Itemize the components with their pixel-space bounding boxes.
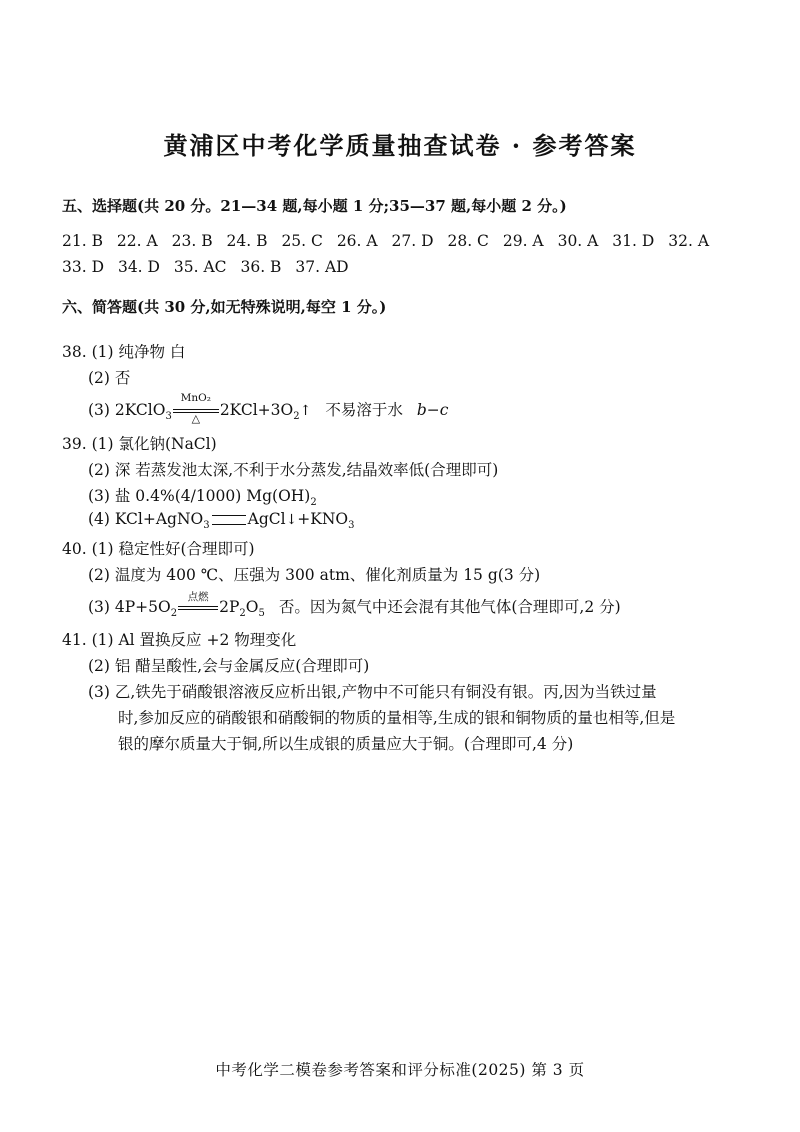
q38-part3	[88, 392, 449, 425]
q38-variable: b−c	[416, 401, 449, 419]
gas-arrow-icon: ↑	[299, 403, 312, 419]
q40-reactants: (3) 4P+5O	[88, 598, 171, 616]
q40-answer: 否。因为氮气中还会混有其他气体(合理即可,2 分)	[278, 598, 621, 616]
q39-part2: (2) 深 若蒸发池太深,不利于水分蒸发,结晶效率低(合理即可)	[88, 461, 499, 479]
q40-part2: (2) 温度为 400 ℃、压强为 300 atm、催化剂质量为 15 g(3 分)	[88, 566, 541, 584]
q38-reactant: (3) 2KClO	[88, 401, 166, 419]
q41-part3-line1: (3) 乙,铁先于硝酸银溶液反应析出银,产物中不可能只有铜没有银。丙,因为当铁过量	[88, 683, 657, 701]
ignite-label: 点燃	[187, 591, 209, 603]
section-5-heading: 五、选择题(共 20 分。21—34 题,每小题 1 分;35—37 题,每小题 2 分。)	[62, 197, 567, 215]
q40-part1: 40. (1) 稳定性好(合理即可)	[62, 540, 255, 558]
q39-part3	[88, 484, 317, 508]
answer-item: 32. A	[668, 232, 710, 250]
answer-item: 36. B	[240, 258, 282, 276]
answer-item: 35. AC	[173, 258, 227, 276]
q38-part2: (2) 否	[88, 369, 131, 387]
q41-part3-line2: 时,参加反应的硝酸银和硝酸铜的物质的量相等,生成的银和铜物质的量也相等,但是	[118, 709, 676, 727]
answer-item: 30. A	[557, 232, 599, 250]
answer-item: 37. AD	[295, 258, 349, 276]
reaction-condition	[178, 591, 218, 615]
q38-products: 2KCl+3O	[219, 401, 294, 419]
equals-sign	[212, 515, 246, 525]
q39-product: AgCl	[247, 510, 286, 528]
q41-part2: (2) 铝 醋呈酸性,会与金属反应(合理即可)	[88, 657, 370, 675]
subscript: 2	[239, 608, 246, 620]
answer-item: 21. B	[62, 232, 103, 250]
subscript: 3	[348, 520, 355, 532]
answer-item: 24. B	[226, 232, 268, 250]
answer-item: 26. A	[336, 232, 378, 250]
subscript: 5	[258, 608, 265, 620]
answer-item: 29. A	[502, 232, 544, 250]
precipitate-arrow-icon: ↓	[285, 512, 298, 528]
q40-part3	[88, 591, 621, 620]
heat-label: △	[191, 412, 201, 425]
answer-item: 25. C	[281, 232, 323, 250]
answer-item: 27. D	[391, 232, 434, 250]
q41-part1: 41. (1) Al 置换反应 +2 物理变化	[62, 631, 297, 649]
subscript: 2	[170, 608, 178, 620]
q38-answer: 不易溶于水	[325, 401, 403, 419]
q39-product2: +KNO	[297, 510, 349, 528]
subscript: 3	[165, 411, 172, 423]
answer-item: 31. D	[612, 232, 655, 250]
answer-item: 28. C	[447, 232, 489, 250]
answer-item: 33. D	[62, 258, 105, 276]
answers-row-1	[62, 232, 718, 250]
subscript: 3	[203, 520, 210, 532]
q39-part1: 39. (1) 氯化钠(NaCl)	[62, 435, 217, 453]
answer-item: 22. A	[116, 232, 158, 250]
subscript: 2	[293, 411, 300, 423]
reaction-condition	[173, 392, 219, 425]
answers-row-2	[62, 258, 358, 276]
q39-reactants: (4) KCl+AgNO	[88, 510, 204, 528]
q39-part4	[88, 510, 355, 531]
page-footer: 中考化学二模卷参考答案和评分标准(2025) 第 3 页	[215, 1061, 585, 1079]
section-6-heading: 六、简答题(共 30 分,如无特殊说明,每空 1 分。)	[62, 298, 387, 316]
q40-product-o: O	[245, 598, 259, 616]
answer-item: 34. D	[117, 258, 160, 276]
answer-item: 23. B	[171, 232, 213, 250]
subscript: 2	[310, 497, 317, 509]
catalyst-label: MnO₂	[180, 392, 211, 404]
q41-part3-line3: 银的摩尔质量大于铜,所以生成银的质量应大于铜。(合理即可,4 分)	[118, 735, 574, 753]
page-title: 黄浦区中考化学质量抽查试卷 · 参考答案	[163, 131, 637, 160]
q39-part3-text: (3) 盐 0.4%(4/1000) Mg(OH)	[88, 487, 311, 505]
q40-product: 2P	[219, 598, 240, 616]
q38-part1: 38. (1) 纯净物 白	[62, 343, 186, 361]
